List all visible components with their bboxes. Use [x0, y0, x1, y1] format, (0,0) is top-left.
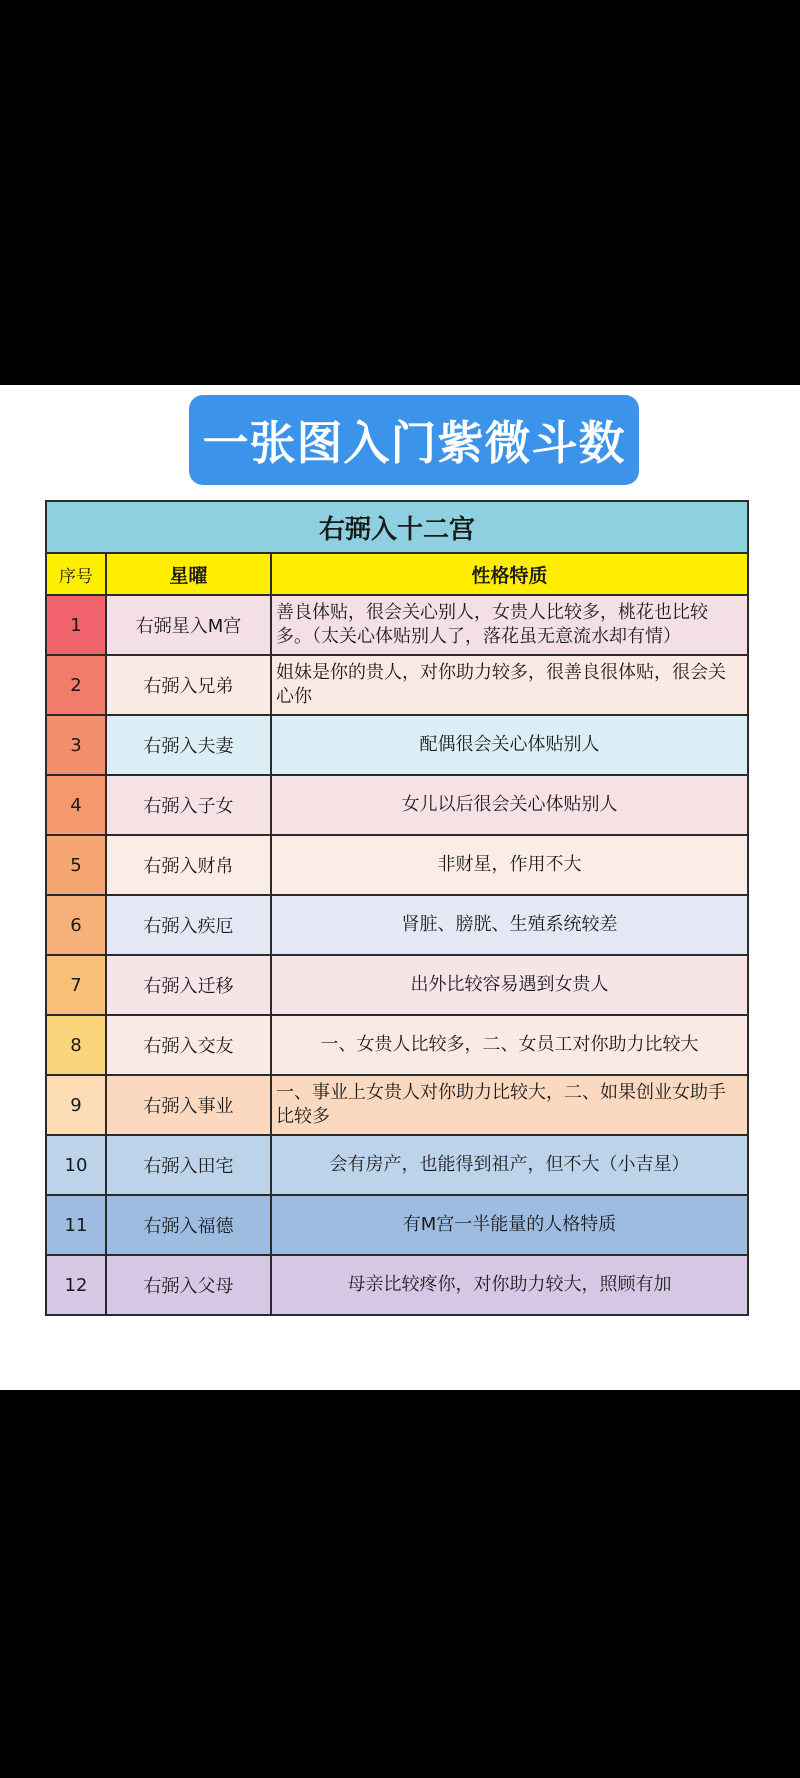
table-row [46, 895, 748, 955]
row-star: 右弼入夫妻 [106, 715, 271, 775]
row-index: 9 [46, 1075, 106, 1135]
row-star: 右弼入兄弟 [106, 655, 271, 715]
row-trait: 母亲比较疼你，对你助力较大，照顾有加 [271, 1255, 748, 1315]
row-index: 11 [46, 1195, 106, 1255]
table-row [46, 835, 748, 895]
row-trait: 出外比较容易遇到女贵人 [271, 955, 748, 1015]
row-trait: 非财星，作用不大 [271, 835, 748, 895]
row-trait: 姐妹是你的贵人，对你助力较多，很善良很体贴，很会关心你 [271, 655, 748, 715]
table-title: 右弼入十二宫 [46, 501, 748, 553]
top-black-bar [0, 0, 800, 385]
bottom-black-bar [0, 1390, 800, 1778]
row-star: 右弼入财帛 [106, 835, 271, 895]
row-index: 2 [46, 655, 106, 715]
row-star: 右弼入事业 [106, 1075, 271, 1135]
table-row [46, 1075, 748, 1135]
row-trait: 配偶很会关心体贴别人 [271, 715, 748, 775]
table-row [46, 595, 748, 655]
row-star: 右弼入交友 [106, 1015, 271, 1075]
header-index: 序号 [46, 553, 106, 595]
banner-title: 一张图入门紫微斗数 [189, 395, 639, 485]
row-trait: 一、事业上女贵人对你助力比较大，二、如果创业女助手比较多 [271, 1075, 748, 1135]
row-star: 右弼入疾厄 [106, 895, 271, 955]
row-index: 4 [46, 775, 106, 835]
table-row [46, 1135, 748, 1195]
row-star: 右弼入迁移 [106, 955, 271, 1015]
row-trait: 肾脏、膀胱、生殖系统较差 [271, 895, 748, 955]
row-index: 12 [46, 1255, 106, 1315]
header-star: 星曜 [106, 553, 271, 595]
table-row [46, 955, 748, 1015]
infographic [0, 385, 800, 1390]
row-star: 右弼入子女 [106, 775, 271, 835]
row-star: 右弼入田宅 [106, 1135, 271, 1195]
row-trait: 善良体贴，很会关心别人，女贵人比较多，桃花也比较多。（太关心体贴别人了，落花虽无意流水却有情） [271, 595, 748, 655]
row-index: 3 [46, 715, 106, 775]
row-trait: 一、女贵人比较多，二、女员工对你助力比较大 [271, 1015, 748, 1075]
table-row [46, 1015, 748, 1075]
row-index: 5 [46, 835, 106, 895]
palace-table [45, 500, 749, 1316]
row-trait: 女儿以后很会关心体贴别人 [271, 775, 748, 835]
row-index: 6 [46, 895, 106, 955]
table-row [46, 715, 748, 775]
row-index: 8 [46, 1015, 106, 1075]
row-star: 右弼星入M宫 [106, 595, 271, 655]
table-row [46, 775, 748, 835]
header-trait: 性格特质 [271, 553, 748, 595]
row-trait: 会有房产，也能得到祖产，但不大（小吉星） [271, 1135, 748, 1195]
row-star: 右弼入福德 [106, 1195, 271, 1255]
row-index: 1 [46, 595, 106, 655]
row-index: 7 [46, 955, 106, 1015]
row-trait: 有M宫一半能量的人格特质 [271, 1195, 748, 1255]
row-star: 右弼入父母 [106, 1255, 271, 1315]
table-row [46, 1195, 748, 1255]
table-row [46, 655, 748, 715]
row-index: 10 [46, 1135, 106, 1195]
table-row [46, 1255, 748, 1315]
